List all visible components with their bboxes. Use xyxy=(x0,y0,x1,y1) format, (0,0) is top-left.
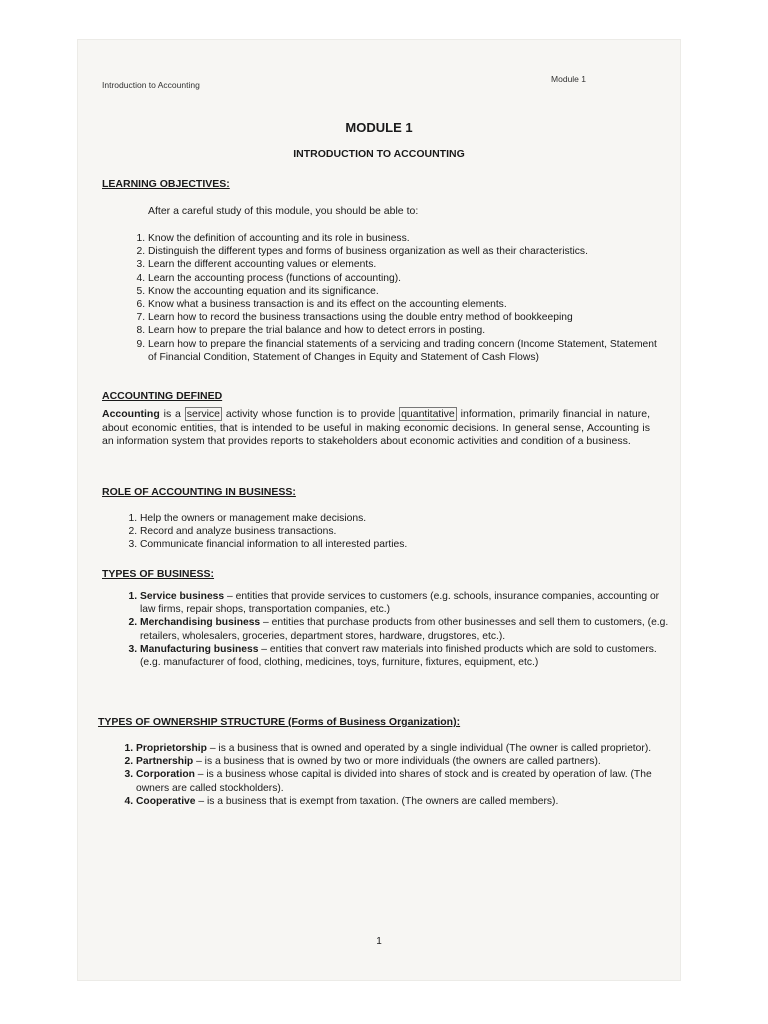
learning-objectives-intro: After a careful study of this module, you should be able to: xyxy=(148,205,419,217)
item-term: Corporation xyxy=(136,769,195,781)
list-item: 9. Learn how to prepare the financial statements of a servicing and trading concern (Income Statement, Statement of Financial Condition, Statement of Changes in Equity and Statement of Cash Flows) xyxy=(148,338,668,364)
accounting-defined-heading: ACCOUNTING DEFINED xyxy=(102,390,223,402)
page-title: MODULE 1 xyxy=(345,120,413,135)
list-item: 3. Learn the different accounting values or elements. xyxy=(148,258,668,271)
definition-text: activity whose function is to provide xyxy=(222,408,400,420)
list-item: 6. Know what a business transaction is and its effect on the accounting elements. xyxy=(148,298,668,311)
list-item: 3. Communicate financial information to all interested parties. xyxy=(140,538,660,551)
list-item xyxy=(140,590,670,616)
list-item: 1. Help the owners or management make decisions. xyxy=(140,512,660,525)
types-of-business-list xyxy=(122,590,670,669)
list-item: 4. Learn the accounting process (functions of accounting). xyxy=(148,272,668,285)
role-list xyxy=(122,512,660,552)
boxed-word-service: service xyxy=(186,408,221,420)
list-item xyxy=(136,795,671,808)
learning-objectives-list xyxy=(130,232,668,364)
list-item: 7. Learn how to record the business transactions using the double entry method of bookkeeping xyxy=(148,311,668,324)
list-item: 1. Know the definition of accounting and its role in business. xyxy=(148,232,668,245)
boxed-word-quantitative: quantitative xyxy=(401,408,455,420)
item-term: Service business xyxy=(140,591,225,602)
item-desc: – is a business that is owned and operated by a single individual (The owner is called proprietor). xyxy=(206,743,652,754)
item-term: Manufacturing business xyxy=(140,643,259,655)
ownership-heading: TYPES OF OWNERSHIP STRUCTURE (Forms of Business Organization): xyxy=(98,716,461,728)
item-desc: – entities that convert raw materials into finished products which are sold to customers. (e.g. manufacturer of food, clothing, medicines, toys, furniture, fixtures, equipment, etc.) xyxy=(140,643,657,669)
item-desc: – entities that purchase products from other businesses and sell them to customers, (e.g. retailers, wholesalers, groceries, department stores, hardware, drugstores, etc.). xyxy=(140,617,669,642)
learning-objectives-heading: LEARNING OBJECTIVES: xyxy=(102,178,230,190)
definition-text: is a xyxy=(159,408,185,420)
page-number: 1 xyxy=(376,936,382,947)
definition-text: information, primarily financial in nature, about economic entities, that is intended to be useful in making economic decisions. In general sense, Accounting is an information system that provides reports to stakeholders about economic activities and condition of a business. xyxy=(102,408,650,447)
list-item: 2. Record and analyze business transactions. xyxy=(140,525,660,538)
page-subtitle: INTRODUCTION TO ACCOUNTING xyxy=(293,148,465,160)
running-header-right: Module 1 xyxy=(551,74,586,84)
list-item xyxy=(140,643,670,669)
list-item xyxy=(140,616,670,642)
list-item: 8. Learn how to prepare the trial balance and how to detect errors in posting. xyxy=(148,324,668,337)
list-item xyxy=(136,768,671,794)
item-desc: – entities that provide services to customers (e.g. schools, insurance companies, accounting or law firms, repair shops, transportation companies, etc.) xyxy=(140,591,660,616)
role-heading: ROLE OF ACCOUNTING IN BUSINESS: xyxy=(102,486,296,498)
item-desc: – is a business that is exempt from taxation. (The owners are called members). xyxy=(195,795,559,807)
running-header-left: Introduction to Accounting xyxy=(102,80,200,90)
item-term: Cooperative xyxy=(136,795,196,807)
item-term: Partnership xyxy=(136,756,194,768)
accounting-definition-paragraph xyxy=(102,408,650,449)
list-item xyxy=(136,742,671,755)
document-page xyxy=(78,40,680,980)
types-of-business-heading: TYPES OF BUSINESS: xyxy=(102,568,215,580)
list-item xyxy=(136,755,671,768)
item-desc: – is a business whose capital is divided into shares of stock and is created by operation of law. (The owners are called stockholders). xyxy=(136,769,652,794)
item-term: Proprietorship xyxy=(136,743,207,754)
list-item: 2. Distinguish the different types and forms of business organization as well as their characteristics. xyxy=(148,245,668,258)
item-term: Merchandising business xyxy=(140,617,261,629)
list-item: 5. Know the accounting equation and its significance. xyxy=(148,285,668,298)
item-desc: – is a business that is owned by two or more individuals (the owners are called partners). xyxy=(193,756,601,768)
definition-term: Accounting xyxy=(102,408,160,420)
ownership-list xyxy=(118,742,671,808)
